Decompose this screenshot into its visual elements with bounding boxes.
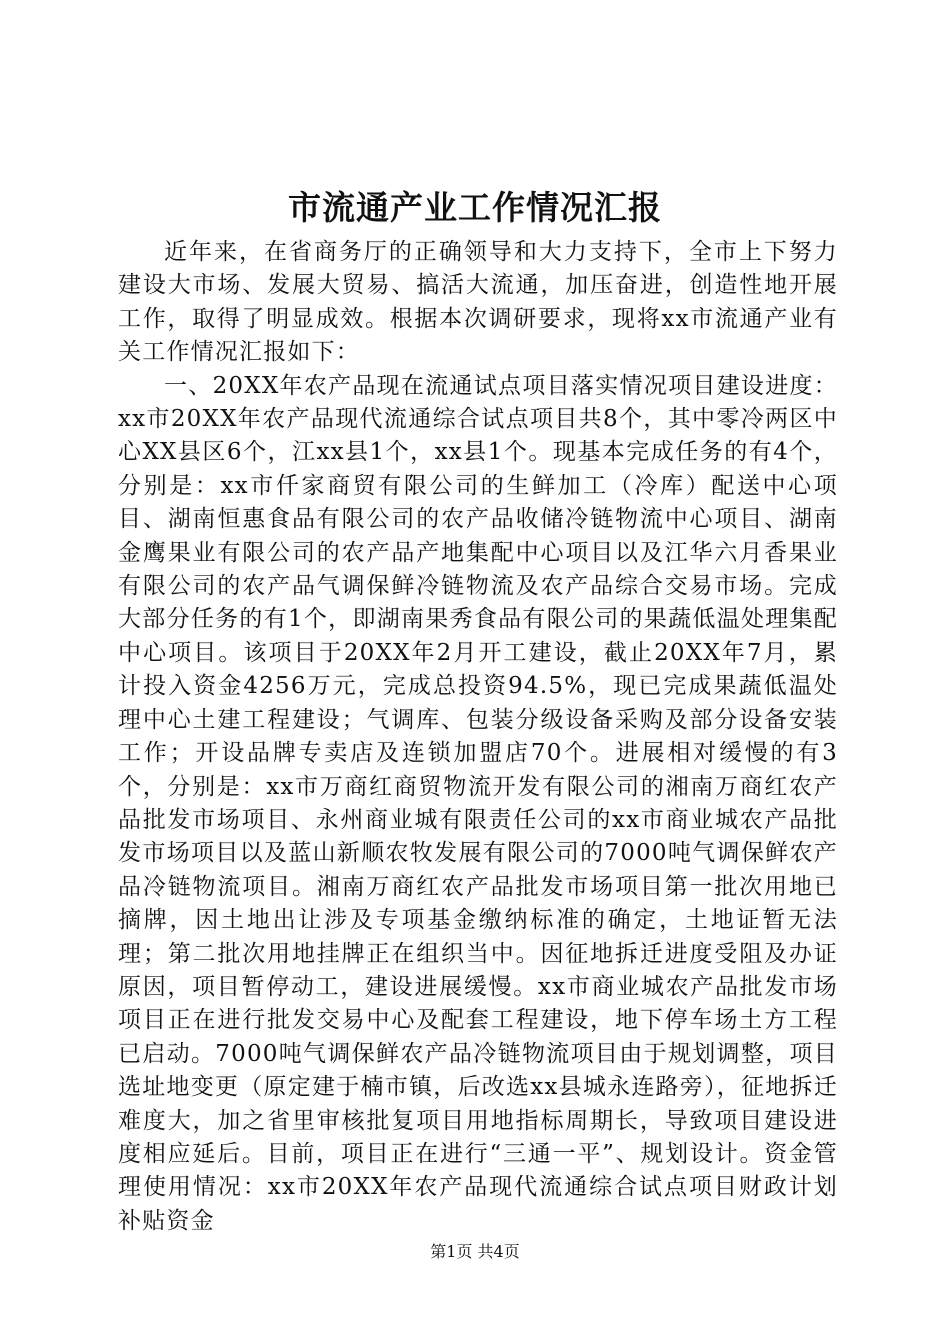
paragraph-intro: 近年来，在省商务厅的正确领导和大力支持下，全市上下努力建设大市场、发展大贸易、搞活大流通，加压奋进，创造性地开展工作，取得了明显成效。根据本次调研要求，现将xx市流通产业有关工作情况汇报如下： — [118, 239, 838, 366]
page-footer: 第1页 共4页 — [430, 1242, 520, 1261]
document-body — [118, 236, 838, 1238]
document-title: 市流通产业工作情况汇报 — [288, 188, 662, 227]
paragraph-section-one: 一、20XX年农产品现在流通试点项目落实情况项目建设进度：xx市20XX年农产品现代流通综合试点项目共8个，其中零冷两区中心XX县区6个，江xx县1个，xx县1个。现基本完成任务的有4个，分别是：xx市仟家商贸有限公司的生鲜加工（冷库）配送中心项目、湖南恒惠食品有限公司的农产品收储冷链物流中心项目、湖南金鹰果业有限公司的农产品产地集配中心项目以及江华六月香果业有限公司的农产品气调保鲜冷链物流及农产品综合交易市场。完成大部分任务的有1个，即湖南果秀食品有限公司的果蔬低温处理集配中心项目。该项目于20XX年2月开工建设，截止20XX年7月，累计投入资金4256万元，完成总投资94.5%，现已完成果蔬低温处理中心土建工程建设；气调库、包装分级设备采购及部分设备安装工作；开设品牌专卖店及连锁加盟店70个。进展相对缓慢的有3个，分别是：xx市万商红商贸物流开发有限公司的湘南万商红农产品批发市场项目、永州商业城有限责任公司的xx市商业城农产品批发市场项目以及蓝山新顺农牧发展有限公司的7000吨气调保鲜农产品冷链物流项目。湘南万商红农产品批发市场项目第一批次用地已摘牌，因土地出让涉及专项基金缴纳标准的确定，土地证暂无法理；第二批次用地挂牌正在组织当中。因征地拆迁进度受阻及办证原因，项目暂停动工，建设进展缓慢。xx市商业城农产品批发市场项目正在进行批发交易中心及配套工程建设，地下停车场土方工程已启动。7000吨气调保鲜农产品冷链物流项目由于规划调整，项目选址地变更（原定建于楠市镇，后改选xx县城永连路旁），征地拆迁难度大，加之省里审核批复项目用地指标周期长，导致项目建设进度相应延后。目前，项目正在进行“三通一平”、规划设计。资金管理使用情况：xx市20XX年农产品现代流通综合试点项目财政计划补贴资金 — [118, 372, 838, 1234]
